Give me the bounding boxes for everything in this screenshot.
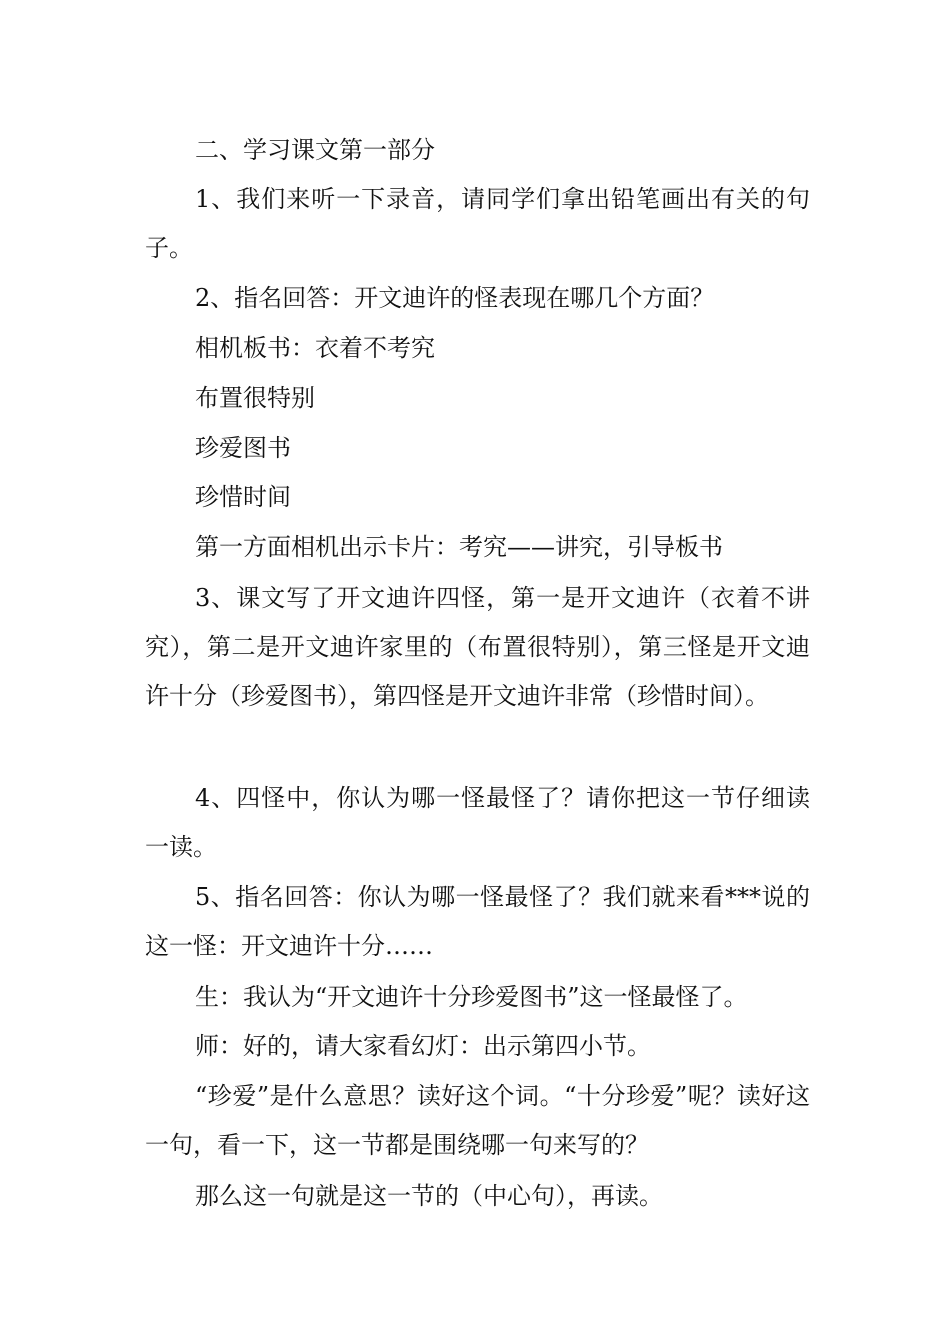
paragraph-board-item-time: 珍惜时间	[195, 483, 291, 511]
paragraph-step-1: 1、我们来听一下录音，请同学们拿出铅笔画出有关的句子。	[145, 185, 810, 262]
paragraph-step-5: 5、指名回答：你认为哪一怪最怪了？我们就来看***说的这一怪：开文迪许十分……	[145, 883, 810, 960]
paragraph-board-item-layout: 布置很特别	[195, 384, 315, 412]
paragraph-student-answer: 生：我认为“开文迪许十分珍爱图书”这一怪最怪了。	[195, 983, 748, 1011]
paragraph-step-4: 4、四怪中，你认为哪一怪最怪了？请你把这一节仔细读一读。	[145, 784, 810, 861]
paragraph-step-2: 2、指名回答：开文迪许的怪表现在哪几个方面？	[195, 284, 715, 312]
heading-part-one: 二、学习课文第一部分	[195, 136, 435, 164]
paragraph-board-item-books: 珍爱图书	[195, 434, 291, 462]
paragraph-step-3: 3、课文写了开文迪许四怪，第一是开文迪许（衣着不讲究），第二是开文迪许家里的（布置很特别），第三怪是开文迪许十分（珍爱图书），第四怪是开文迪许非常（珍惜时间）。	[145, 584, 810, 710]
paragraph-conclusion: 那么这一句就是这一节的（中心句），再读。	[195, 1182, 663, 1210]
paragraph-teacher-reply: 师：好的，请大家看幻灯：出示第四小节。	[195, 1032, 651, 1060]
paragraph-board-note: 相机板书：衣着不考究	[195, 334, 435, 362]
paragraph-card-note: 第一方面相机出示卡片：考究——讲究，引导板书	[195, 533, 723, 561]
paragraph-question: “珍爱”是什么意思？读好这个词。“十分珍爱”呢？读好这一句，看一下，这一节都是围绕哪一句来写的？	[145, 1082, 810, 1159]
